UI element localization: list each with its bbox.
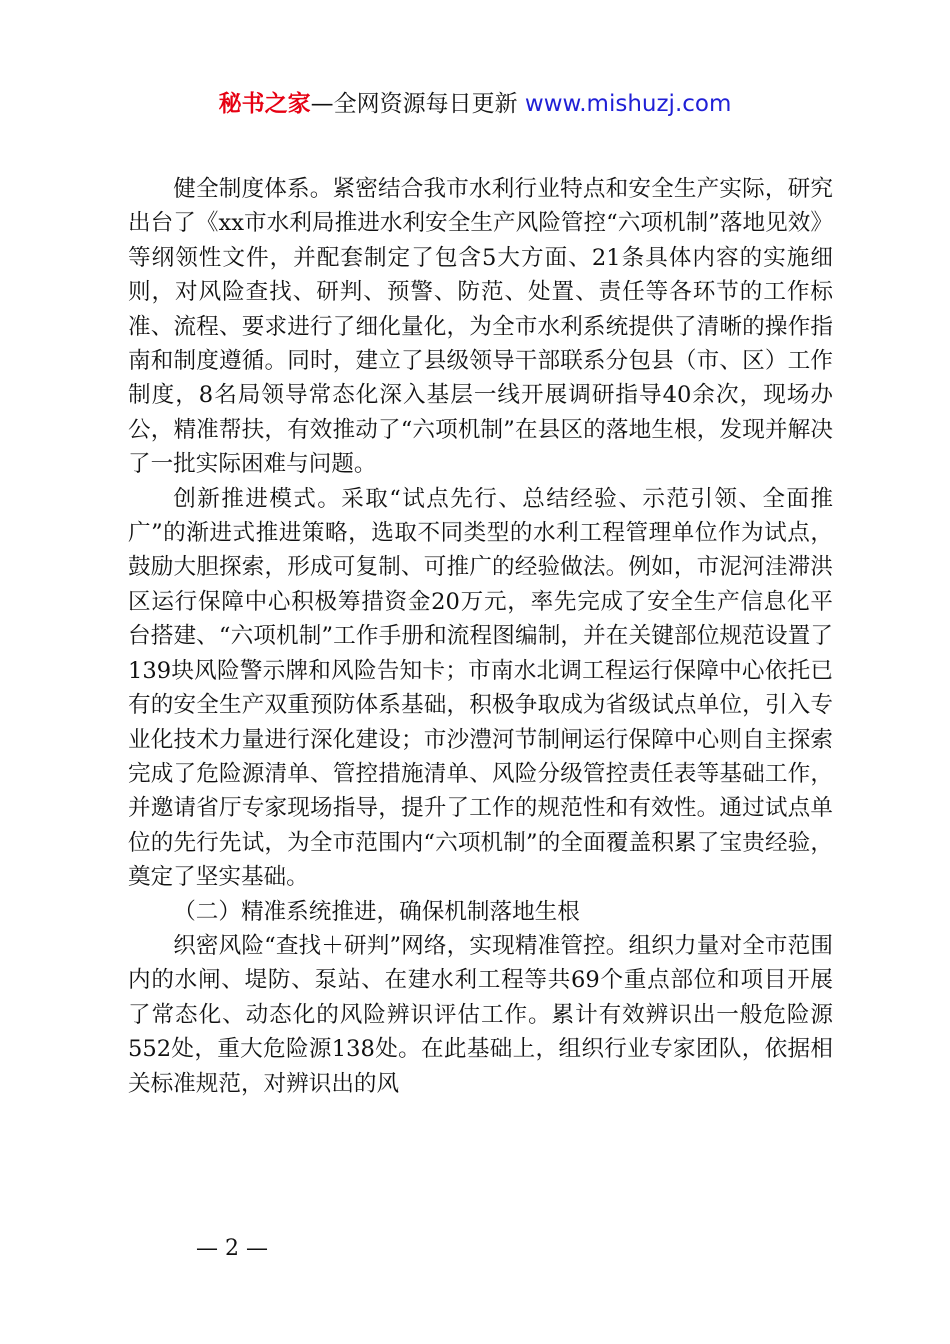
paragraph-institutional-system: 健全制度体系。紧密结合我市水利行业特点和安全生产实际，研究出台了《xx市水利局推进水利安全生产风险管控“六项机制”落地见效》等纲领性文件，并配套制定了包含5大方面、21条具体内容的实施细则，对风险查找、研判、预警、防范、处置、责任等各环节的工作标准、流程、要求进行了细化量化，为全市水利系统提供了清晰的操作指南和制度遵循。同时，建立了县级领导干部联系分包县（市、区）工作制度，8名局领导常态化深入基层一线开展调研指导40余次，现场办公，精准帮扶，有效推动了“六项机制”在县区的落地生根，发现并解决了一批实际困难与问题。 (128, 176, 833, 478)
site-brand: 秘书之家 (218, 91, 311, 117)
page-number: — 2 — (196, 1236, 268, 1261)
section-heading: （二）精准系统推进，确保机制落地生根 (173, 898, 580, 925)
paragraph-innovation-mode: 创新推进模式。采取“试点先行、总结经验、示范引领、全面推广”的渐进式推进策略，选取不同类型的水利工程管理单位作为试点，鼓励大胆探索，形成可复制、可推广的经验做法。例如，市泥河洼滞洪区运行保障中心积极筹措资金20万元，率先完成了安全生产信息化平台搭建、“六项机制”工作手册和流程图编制，并在关键部位规范设置了139块风险警示牌和风险告知卡；市南水北调工程运行保障中心依托已有的安全生产双重预防体系基础，积极争取成为省级试点单位，引入专业化技术力量进行深化建设；市沙澧河节制闸运行保障中心则自主探索完成了危险源清单、管控措施清单、风险分级管控责任表等基础工作，并邀请省厅专家现场指导，提升了工作的规范性和有效性。通过试点单位的先行先试，为全市范围内“六项机制”的全面覆盖积累了宝贵经验，奠定了坚实基础。 (128, 485, 833, 891)
site-tagline: —全网资源每日更新 (310, 91, 525, 117)
document-body (128, 172, 833, 1101)
site-header (0, 86, 950, 122)
paragraph-risk-network: 织密风险“查找＋研判”网络，实现精准管控。组织力量对全市范围内的水闸、堤防、泵站、在建水利工程等共69个重点部位和项目开展了常态化、动态化的风险辨识评估工作。累计有效辨识出一般危险源552处，重大危险源138处。在此基础上，组织行业专家团队，依据相关标准规范，对辨识出的风 (128, 932, 833, 1097)
site-url-link[interactable]: www.mishuzj.com (524, 91, 732, 117)
